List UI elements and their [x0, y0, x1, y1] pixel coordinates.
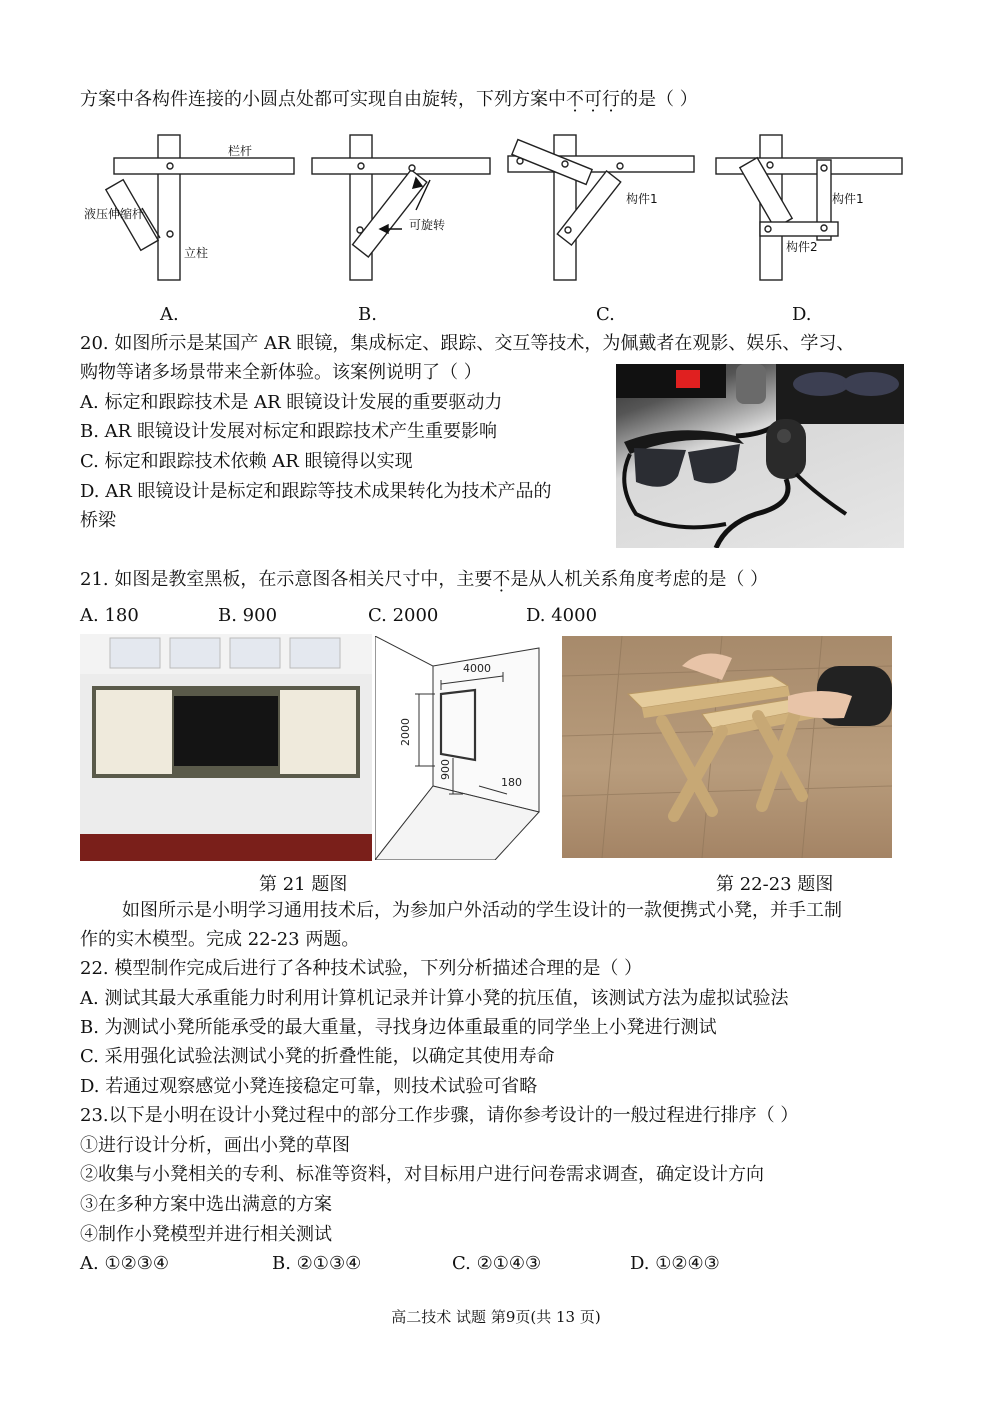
dim-2000: 2000 — [399, 718, 412, 746]
q23-step-1: ①进行设计分析，画出小凳的草图 — [80, 1135, 350, 1156]
q19-option-c[interactable]: C. — [596, 304, 615, 325]
q19-option-a[interactable]: A. — [160, 304, 179, 325]
label-part2: 构件2 — [786, 240, 818, 254]
q20-option-b[interactable]: B. AR 眼镜设计发展对标定和跟踪技术产生重要影响 — [80, 421, 497, 442]
label-cylinder: 液压伸缩杆 — [84, 207, 145, 221]
emphasis-char: 行 — [602, 89, 620, 110]
stem-text: 方案中各构件连接的小圆点处都可实现自由旋转，下列方案中 — [80, 89, 566, 110]
stem-text: 是从人机关系角度考虑的是（ ） — [510, 569, 769, 590]
q23-step-2: ②收集与小凳相关的专利、标准等资料，对目标用户进行问卷需求调查，确定设计方向 — [80, 1164, 764, 1185]
q19-stem — [80, 89, 698, 111]
q19-figure — [80, 128, 920, 303]
q23-option-d[interactable]: D. ①②④③ — [630, 1253, 720, 1274]
q21-option-c[interactable]: C. 2000 — [368, 605, 439, 626]
q23-option-a[interactable]: A. ①②③④ — [80, 1253, 169, 1274]
q23-option-b[interactable]: B. ②①③④ — [272, 1253, 362, 1274]
q20-option-c[interactable]: C. 标定和跟踪技术依赖 AR 眼镜得以实现 — [80, 451, 413, 472]
q23-option-c[interactable]: C. ②①④③ — [452, 1253, 542, 1274]
q20-option-d-cont: 桥梁 — [80, 510, 116, 531]
context-line1: 如图所示是小明学习通用技术后，为参加户外活动的学生设计的一款便携式小凳，并手工制 — [122, 900, 842, 921]
stem-text: 的是（ ） — [620, 89, 698, 110]
emphasis-char: 不 — [492, 569, 511, 590]
q19-option-d[interactable]: D. — [792, 304, 812, 325]
dim-180: 180 — [501, 776, 522, 789]
q19-option-b[interactable]: B. — [358, 304, 377, 325]
q22-option-b[interactable]: B. 为测试小凳所能承受的最大重量，寻找身边体重最重的同学坐上小凳进行测试 — [80, 1017, 717, 1038]
q22-option-a[interactable]: A. 测试其最大承重能力时利用计算机记录并计算小凳的抗压值，该测试方法为虚拟试验法 — [80, 988, 789, 1009]
q22-23-caption: 第 22-23 题图 — [716, 874, 834, 895]
label-rail: 栏杆 — [228, 144, 253, 158]
q20-option-d[interactable]: D. AR 眼镜设计是标定和跟踪等技术成果转化为技术产品的 — [80, 481, 552, 502]
q23-stem: 23.以下是小明在设计小凳过程中的部分工作步骤，请你参考设计的一般过程进行排序（ ） — [80, 1105, 799, 1126]
q23-step-3: ③在多种方案中选出满意的方案 — [80, 1194, 332, 1215]
q20-stem-line2: 购物等诸多场景带来全新体验。该案例说明了（ ） — [80, 362, 482, 383]
q21-caption: 第 21 题图 — [259, 874, 348, 895]
q21-stem — [80, 569, 768, 591]
label-post: 立柱 — [184, 246, 209, 260]
context-line2: 作的实木模型。完成 22-23 两题。 — [80, 929, 360, 950]
q22-option-c[interactable]: C. 采用强化试验法测试小凳的折叠性能，以确定其使用寿命 — [80, 1046, 555, 1067]
q23-step-4: ④制作小凳模型并进行相关测试 — [80, 1224, 332, 1245]
ar-glasses-photo — [616, 364, 904, 548]
stool-photo — [562, 636, 892, 858]
classroom-photo — [80, 634, 372, 861]
q21-option-b[interactable]: B. 900 — [218, 605, 278, 626]
label-rotatable: 可旋转 — [409, 218, 446, 232]
q20-option-a[interactable]: A. 标定和跟踪技术是 AR 眼镜设计发展的重要驱动力 — [80, 392, 503, 413]
scheme-c — [508, 135, 694, 280]
emphasis-char: 不 — [566, 89, 584, 110]
q22-option-d[interactable]: D. 若通过观察感觉小凳连接稳定可靠，则技术试验可省略 — [80, 1076, 538, 1097]
label-part1-c: 构件1 — [626, 192, 658, 206]
dim-900: 900 — [439, 759, 452, 780]
q20-stem-line1: 20. 如图所示是某国产 AR 眼镜，集成标定、跟踪、交互等技术，为佩戴者在观影、娱乐、学习、 — [80, 333, 855, 354]
label-part1-d: 构件1 — [832, 192, 864, 206]
scheme-d — [716, 135, 902, 280]
emphasis-char: 可 — [584, 89, 602, 110]
q22-stem: 22. 模型制作完成后进行了各种技术试验，下列分析描述合理的是（ ） — [80, 958, 643, 979]
page-footer: 高二技术 试题 第9页(共 13 页) — [391, 1308, 601, 1326]
q21-option-a[interactable]: A. 180 — [80, 605, 139, 626]
stem-text: 21. 如图是教室黑板，在示意图各相关尺寸中，主要 — [80, 569, 493, 590]
q21-option-d[interactable]: D. 4000 — [526, 605, 598, 626]
scheme-b — [312, 135, 490, 280]
dim-4000: 4000 — [463, 662, 491, 675]
blackboard-schematic — [375, 636, 551, 860]
